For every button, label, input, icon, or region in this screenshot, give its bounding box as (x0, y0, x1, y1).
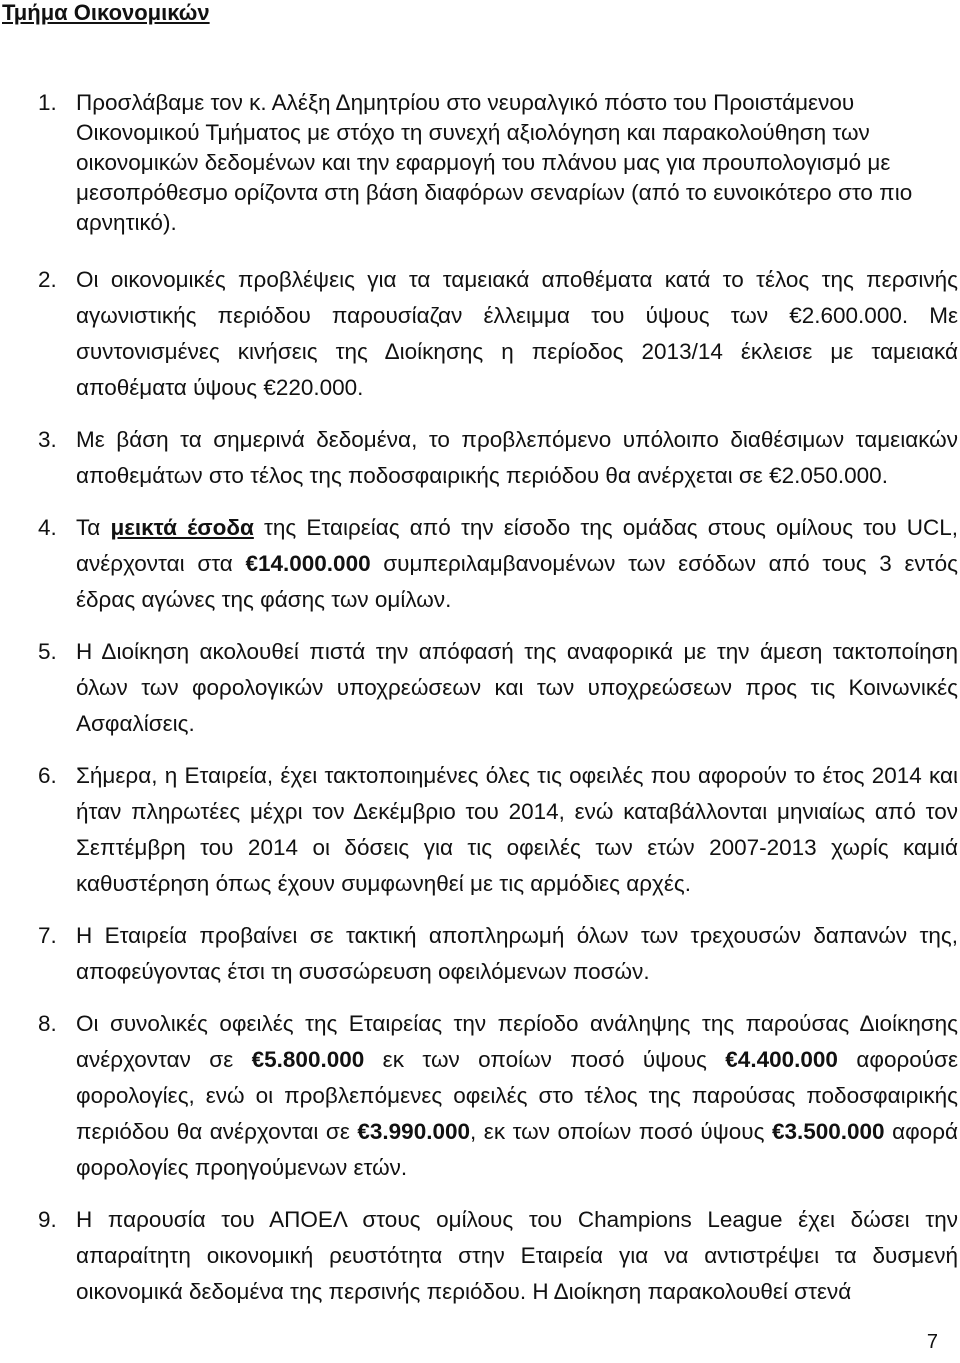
item-number: 7. (38, 923, 57, 948)
item-number: 2. (38, 267, 57, 292)
item-number: 4. (38, 515, 57, 540)
amount-bold: €3.990.000 (357, 1119, 471, 1144)
list-item (38, 634, 958, 742)
item-text: Η Διοίκηση ακολουθεί πιστά την απόφασή της αναφορικά με την άμεση τακτοποίηση όλων των φορολογικών υποχρεώσεων και των υποχρεώσεων προς τις Κοινωνικές Ασφαλίσεις. (76, 639, 958, 736)
amount-bold: €5.800.000 (251, 1047, 365, 1072)
list-item (38, 510, 958, 618)
item-number: 3. (38, 427, 57, 452)
item-text (76, 1011, 958, 1180)
item-number: 6. (38, 763, 57, 788)
numbered-list (38, 88, 958, 1310)
item-text: Σήμερα, η Εταιρεία, έχει τακτοποιημένες όλες τις οφειλές που αφορούν το έτος 2014 και ήταν πληρωτέες μέχρι τον Δεκέμβριο του 2014, ενώ καταβάλλονται μηνιαίως από τον Σεπτέμβρη του 2014 οι δόσεις για τις οφειλές των ετών 2007-2013 χωρίς καμιά καθυστέρηση όπως έχουν συμφωνηθεί με τις αρμόδιες αρχές. (76, 763, 958, 896)
list-item (38, 422, 958, 494)
list-item (38, 88, 958, 238)
text-run: αφορά φορολογίες προηγούμενων ετών. (76, 1119, 959, 1180)
list-item (38, 262, 958, 406)
text-run: συμπεριλαμβανομένων των εσόδων από τους 3 εντός έδρας αγώνες της φάσης των ομίλων. (76, 551, 958, 612)
amount-bold: €3.500.000 (771, 1119, 885, 1144)
text-run: , εκ των οποίων ποσό ύψους (470, 1119, 772, 1144)
item-number: 5. (38, 639, 57, 664)
text-run: αφορούσε φορολογίες, ενώ οι προβλεπόμενες οφειλές στο τέλος της παρούσας ποδοσφαιρικής περιόδου θα ανέρχονται σε (76, 1047, 958, 1144)
item-number: 9. (38, 1207, 57, 1232)
text-run: Οι συνολικές οφειλές της Εταιρείας την περίοδο ανάληψης της παρούσας Διοίκησης ανέρχονταν σε (76, 1011, 958, 1072)
page-number: 7 (926, 1331, 938, 1353)
item-text: Οι οικονομικές προβλέψεις για τα ταμειακά αποθέματα κατά το τέλος της περσινής αγωνιστικής περιόδου παρουσίαζαν έλλειμμα του ύψους των €2.600.000. Με συντονισμένες κινήσεις της Διοίκησης η περίοδος 2013/14 έκλεισε με ταμειακά αποθέματα ύψους €220.000. (76, 267, 958, 400)
emphasis-underlined: μεικτά έσοδα (110, 515, 254, 540)
item-text (76, 515, 958, 612)
item-text: Η Εταιρεία προβαίνει σε τακτική αποπληρωμή όλων των τρεχουσών δαπανών της, αποφεύγοντας έτσι τη συσσώρευση οφειλόμενων ποσών. (76, 923, 958, 984)
amount-bold: €4.400.000 (725, 1047, 838, 1072)
item-text: Προσλάβαμε τον κ. Αλέξη Δημητρίου στο νευραλγικό πόστο του Προιστάμενου Οικονομικού Τμήματος με στόχο τη συνεχή αξιολόγηση και παρακολούθηση των οικονομικών δεδομένων και την εφαρμογή του πλάνου μας για προυπολογισμό με μεσοπρόθεσμο ορίζοντα στη βάση διαφόρων σεναρίων (από το ευνοικότερο στο πιο αρνητικό). (76, 90, 913, 235)
item-text: Η παρουσία του ΑΠΟΕΛ στους ομίλους του Champions League έχει δώσει την απαραίτητη οικονομική ρευστότητα στην Εταιρεία για να αντιστρέψει τα δυσμενή οικονομικά δεδομένα της περσινής περιόδου. Η Διοίκηση παρακολουθεί στενά (76, 1207, 958, 1304)
text-run: Τα (76, 515, 111, 540)
item-number: 8. (38, 1011, 57, 1036)
text-run: εκ των οποίων ποσό ύψους (364, 1047, 726, 1072)
amount-bold: €14.000.000 (245, 551, 371, 576)
item-text: Με βάση τα σημερινά δεδομένα, το προβλεπόμενο υπόλοιπο διαθέσιμων ταμειακών αποθεμάτων στο τέλος της ποδοσφαιρικής περιόδου θα ανέρχεται σε €2.050.000. (76, 427, 958, 488)
list-item (38, 758, 958, 902)
item-number: 1. (38, 90, 57, 115)
list-item (38, 1006, 958, 1186)
text-run: της Εταιρείας από την είσοδο της ομάδας στους ομίλους του UCL, ανέρχονται στα (76, 515, 959, 576)
list-item (38, 918, 958, 990)
list-item (38, 1202, 958, 1310)
section-heading: Τμήμα Οικονομικών (2, 0, 210, 25)
